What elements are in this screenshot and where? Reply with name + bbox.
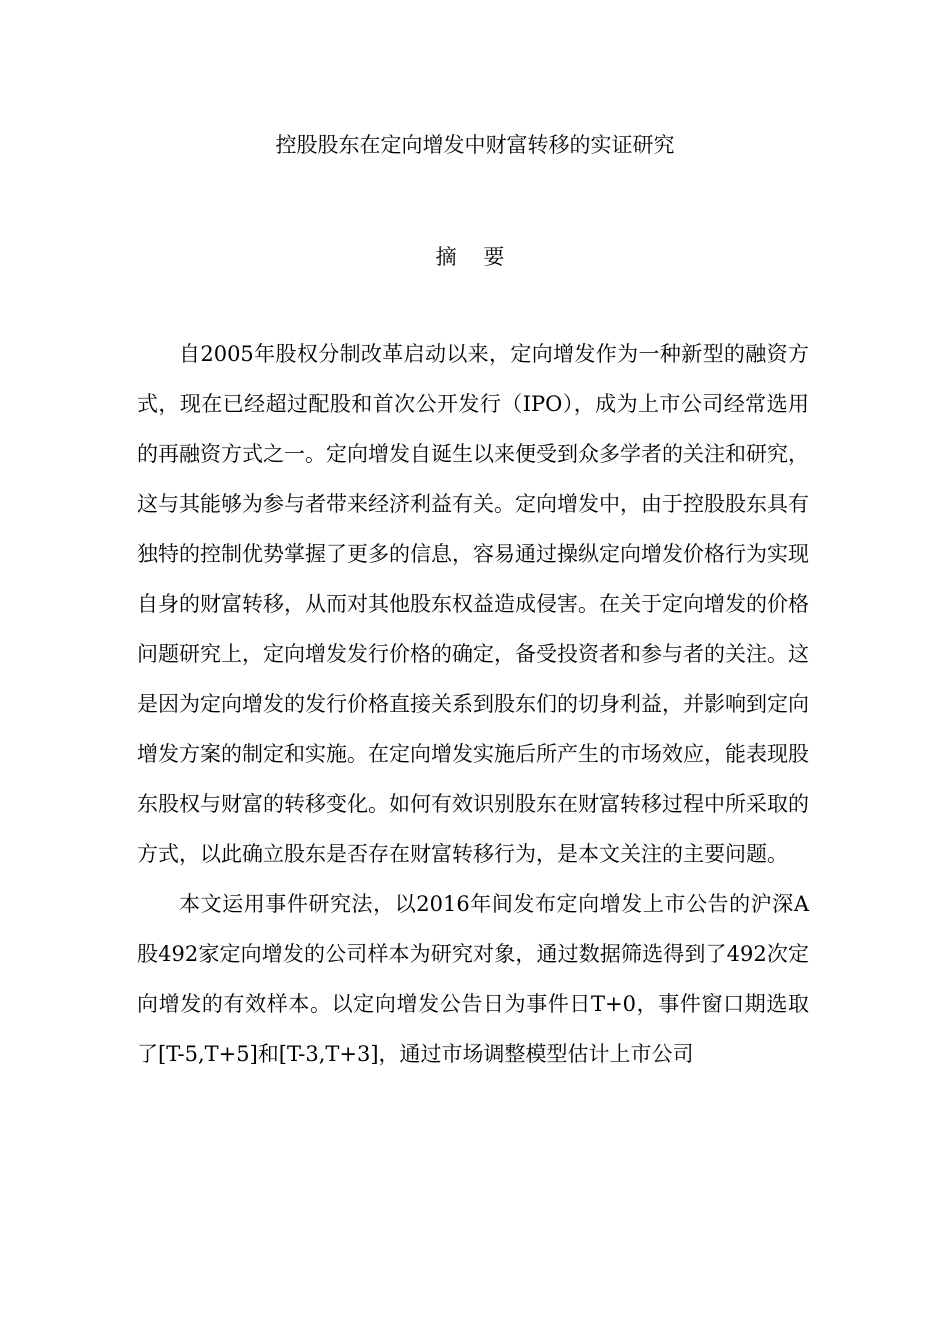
abstract-paragraph-2: 本文运用事件研究法，以2016年间发布定向增发上市公告的沪深A股492家定向增发的公司样本为研究对象，通过数据筛选得到了492次定向增发的有效样本。以定向增发公告日为事件日T+0，事件窗口期选取了[T-5,T+5]和[T-3,T+3]，通过市场调整模型估计上市公司 — [137, 892, 809, 1066]
document-title: 控股股东在定向增发中财富转移的实证研究 — [275, 133, 675, 157]
abstract-paragraph-1: 自2005年股权分制改革启动以来，定向增发作为一种新型的融资方式，现在已经超过配股和首次公开发行（IPO），成为上市公司经常选用的再融资方式之一。定向增发自诞生以来便受到众多学者的关注和研究，这与其能够为参与者带来经济利益有关。定向增发中，由于控股股东具有独特的控制优势掌握了更多的信息，容易通过操纵定向增发价格行为实现自身的财富转移，从而对其他股东权益造成侵害。在关于定向增发的价格问题研究上，定向增发发行价格的确定，备受投资者和参与者的关注。这是因为定向增发的发行价格直接关系到股东们的切身利益，并影响到定向增发方案的制定和实施。在定向增发实施后所产生的市场效应，能表现股东股权与财富的转移变化。如何有效识别股东在财富转移过程中所采取的方式，以此确立股东是否存在财富转移行为，是本文关注的主要问题。 — [137, 342, 809, 866]
abstract-heading: 摘 要 — [435, 245, 515, 269]
abstract-body — [137, 329, 809, 1079]
